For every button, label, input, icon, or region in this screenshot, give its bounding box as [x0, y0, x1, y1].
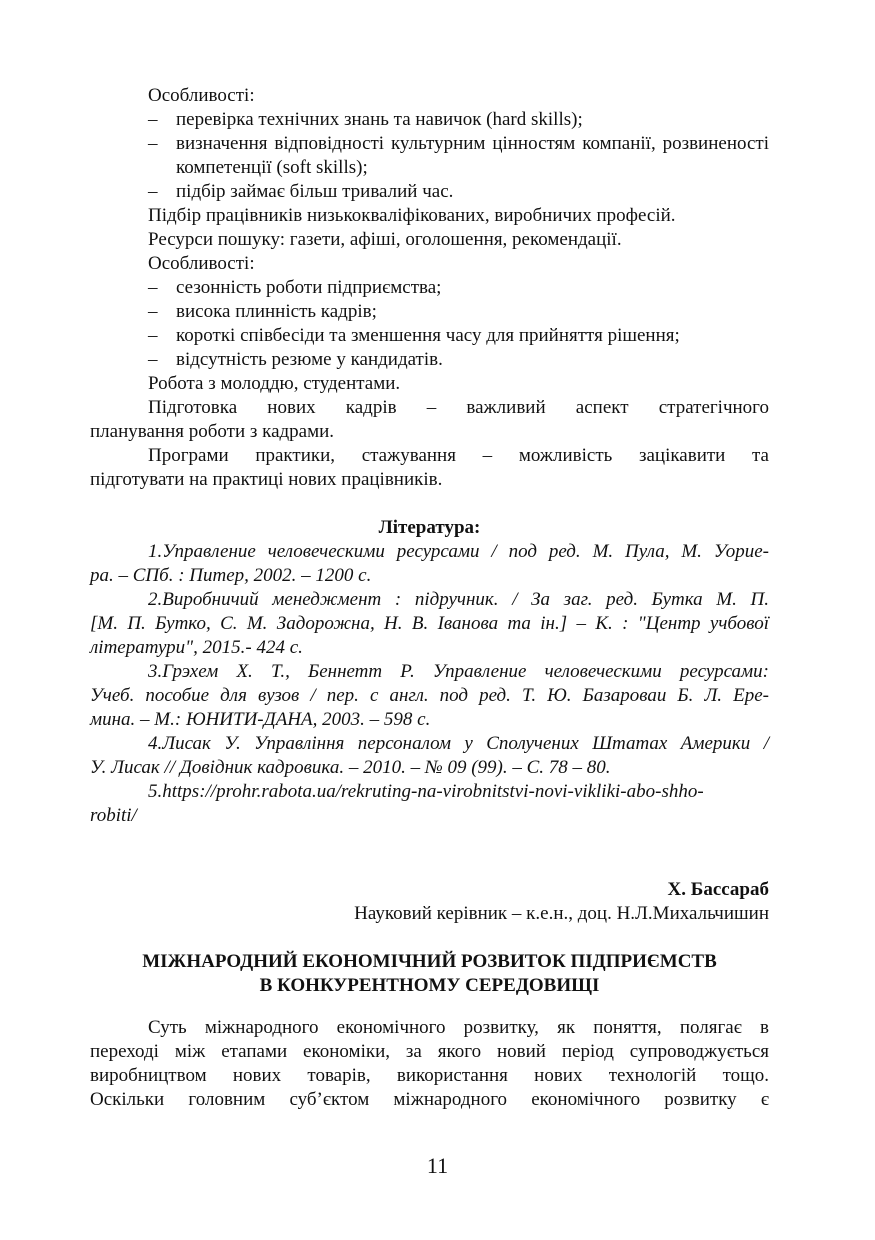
reference-2-line-1: 2.Виробничий менеджмент : підручник. / За заг. ред. Бутка М. П. — [148, 589, 769, 610]
supervisor-line: Науковий керівник – к.е.н., доц. Н.Л.Михальчишин — [354, 903, 769, 924]
reference-2-line-2: [М. П. Бутко, С. М. Задорожна, Н. В. Іванова та ін.] – К. : "Центр учбової — [90, 613, 769, 634]
reference-1-line-2: ра. – СПб. : Питер, 2002. – 1200 с. — [90, 565, 372, 586]
reference-5-line-1: 5.https://prohr.rabota.ua/rekruting-na-virobnitstvi-novi-vikliki-abo-shho- — [148, 781, 704, 802]
reference-5-line-2: robiti/ — [90, 805, 137, 826]
reference-4-line-1: 4.Лисак У. Управління персоналом у Сполучених Штатах Америки / — [148, 733, 769, 754]
article-title-line-1: МІЖНАРОДНИЙ ЕКОНОМІЧНИЙ РОЗВИТОК ПІДПРИЄМСТВ — [142, 951, 717, 972]
dash-marker: – — [148, 181, 158, 202]
reference-list — [90, 540, 769, 828]
features-label-2: Особливості: — [148, 253, 255, 274]
list-item — [90, 324, 769, 348]
reference-4-line-2: У. Лисак // Довідник кадровика. – 2010. – № 09 (99). – С. 78 – 80. — [90, 757, 611, 778]
list-item — [90, 108, 769, 132]
paragraph-training-line-2: планування роботи з кадрами. — [90, 421, 335, 442]
list-item — [90, 276, 769, 300]
paragraph-programs-line-2: підготувати на практиці нових працівників. — [90, 469, 443, 490]
body-line-2: переході між етапами економіки, за якого новий період супроводжується — [90, 1041, 769, 1062]
page-content — [90, 84, 769, 1112]
dash-marker: – — [148, 109, 158, 130]
list-item — [90, 300, 769, 324]
dash-marker: – — [148, 325, 158, 346]
list-item — [90, 132, 769, 180]
paragraph-training-line-1: Підготовка нових кадрів – важливий аспект стратегічного — [148, 397, 769, 418]
reference-2-line-3: літератури", 2015.- 424 с. — [90, 637, 303, 658]
literature-heading: Література: — [378, 517, 481, 538]
article-title-line-2: В КОНКУРЕНТНОМУ СЕРЕДОВИЩІ — [259, 975, 600, 996]
reference-1-line-1: 1.Управление человеческими ресурсами / под ред. М. Пула, М. Уорие- — [148, 541, 769, 562]
list-item-text: короткі співбесіди та зменшення часу для прийняття рішення; — [176, 325, 680, 346]
reference-3-line-2: Учеб. пособие для вузов / пер. с англ. под ред. Т. Ю. Базароваи Б. Л. Ере- — [90, 685, 769, 706]
list-item-text: перевірка технічних знань та навичок (hard skills); — [176, 109, 583, 130]
paragraph-lowskill: Підбір працівників низькокваліфікованих, виробничих професій. — [148, 205, 676, 226]
reference-3-line-1: 3.Грэхем Х. Т., Беннетт Р. Управление человеческими ресурсами: — [148, 661, 769, 682]
list-item — [90, 180, 769, 204]
paragraph-youth: Робота з молоддю, студентами. — [148, 373, 401, 394]
body-line-4: Оскільки головним суб’єктом міжнародного економічного розвитку є — [90, 1089, 769, 1110]
reference-3-line-3: мина. – М.: ЮНИТИ-ДАНА, 2003. – 598 с. — [90, 709, 431, 730]
paragraph-programs-line-1: Програми практики, стажування – можливість зацікавити та — [148, 445, 769, 466]
features-label-1: Особливості: — [148, 85, 255, 106]
dash-marker: – — [148, 349, 158, 370]
list-item — [90, 348, 769, 372]
list-item-text: визначення відповідності культурним цінностям компанії, розвиненості компетенції (soft skills); — [176, 133, 769, 178]
body-line-3: виробництвом нових товарів, використання нових технологій тощо. — [90, 1065, 769, 1086]
dash-marker: – — [148, 277, 158, 298]
paragraph-resources: Ресурси пошуку: газети, афіші, оголошення, рекомендації. — [148, 229, 622, 250]
body-line-1: Суть міжнародного економічного розвитку, як поняття, полягає в — [148, 1017, 769, 1038]
list-item-text: висока плинність кадрів; — [176, 301, 377, 322]
page-number: 11 — [426, 1153, 449, 1178]
dash-marker: – — [148, 133, 158, 154]
list-item-text: підбір займає більш тривалий час. — [176, 181, 454, 202]
list-item-text: відсутність резюме у кандидатів. — [176, 349, 443, 370]
author-name: Х. Бассараб — [667, 879, 769, 900]
dash-marker: – — [148, 301, 158, 322]
list-item-text: сезонність роботи підприємства; — [176, 277, 442, 298]
